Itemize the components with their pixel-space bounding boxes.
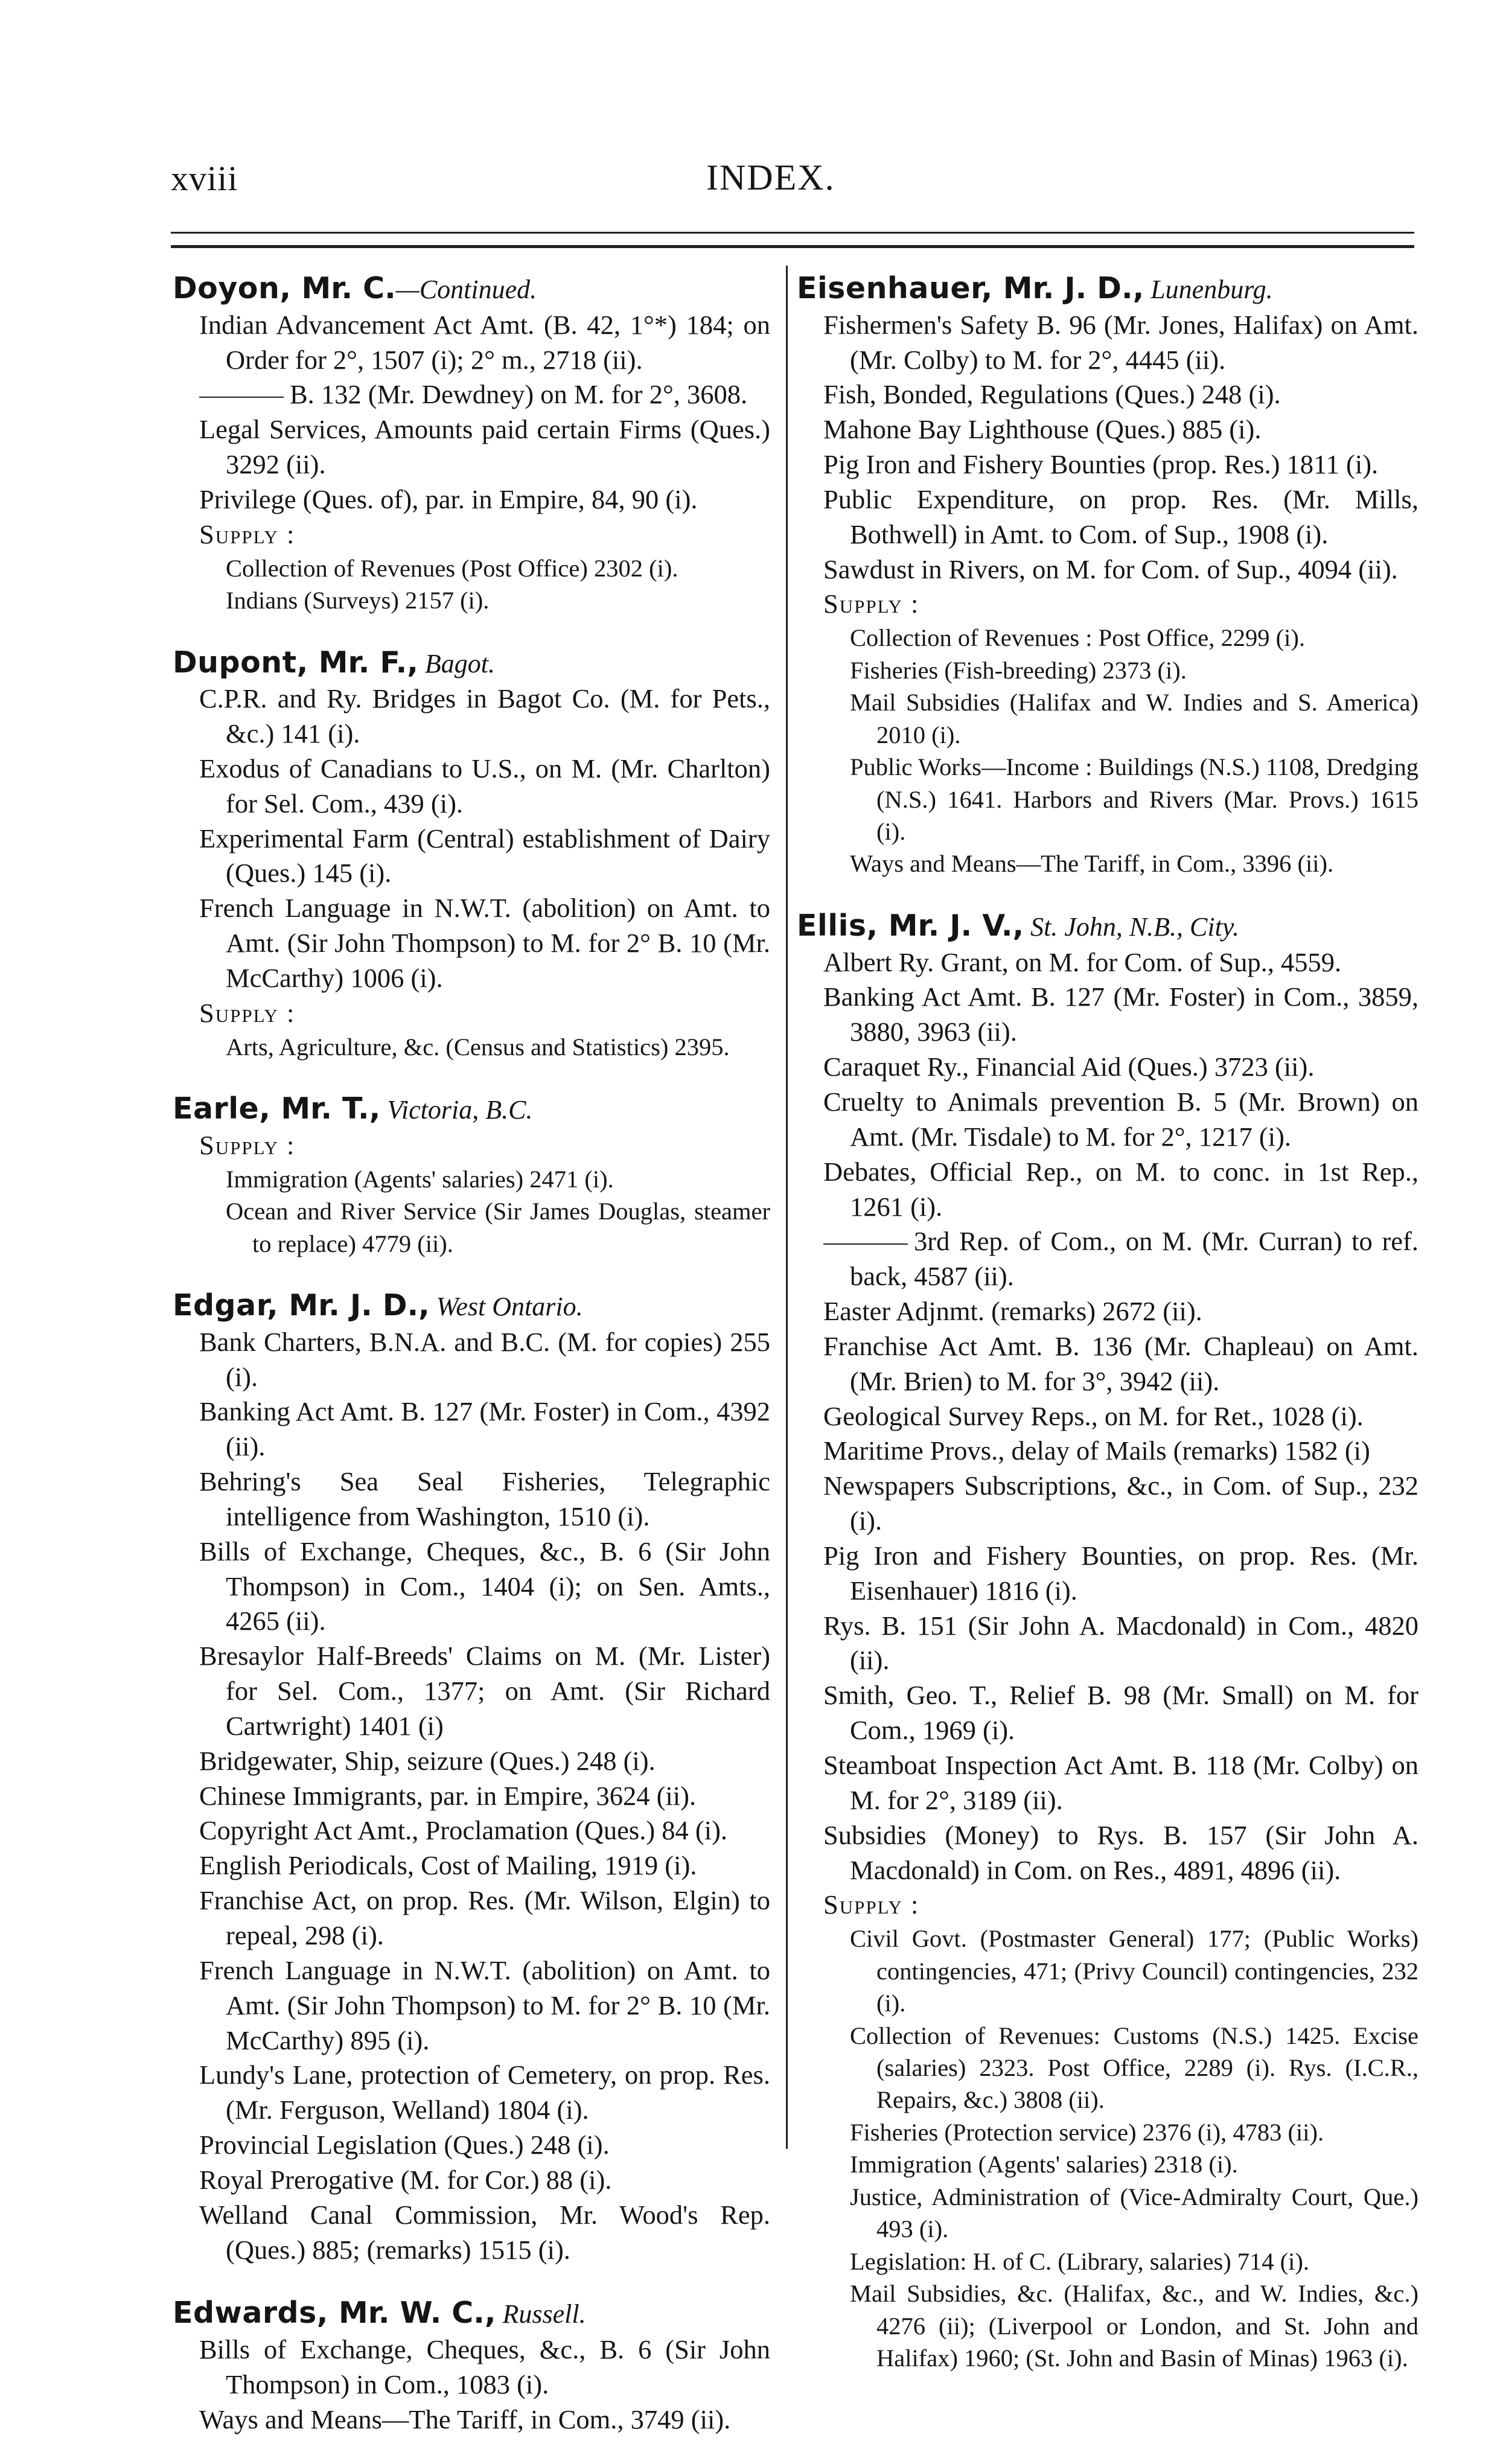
index-item: Fishermen's Safety B. 96 (Mr. Jones, Halifax) on Amt. (Mr. Colby) to M. for 2°, 4445 (ii). — [823, 309, 1418, 375]
entry-constituency: Lunenburg. — [1144, 275, 1273, 304]
index-entry — [173, 2294, 770, 2437]
entry-name: Mr. J. V., — [878, 908, 1024, 943]
supply-label: Supply : — [199, 997, 296, 1028]
entry-constituency: Victoria, B.C. — [380, 1095, 533, 1125]
supply-item: Legislation: H. of C. (Library, salaries) 714 (i). — [850, 2247, 1310, 2275]
index-item: Bridgewater, Ship, seizure (Ques.) 248 (i). — [199, 1745, 656, 1776]
entry-name: Mr. F., — [308, 645, 418, 680]
supply-item: Immigration (Agents' salaries) 2471 (i). — [226, 1165, 614, 1193]
supply-item: Immigration (Agents' salaries) 2318 (i). — [850, 2151, 1238, 2178]
entry-heading — [173, 269, 770, 308]
index-item: Indian Advancement Act Amt. (B. 42, 1°*) 184; on Order for 2°, 1507 (i); 2° m., 2718 (ii). — [199, 309, 770, 375]
page-title: INDEX. — [706, 158, 835, 197]
index-item: Provincial Legislation (Ques.) 248 (i). — [199, 2130, 610, 2160]
index-item: Welland Canal Commission, Mr. Wood's Rep. (Ques.) 885; (remarks) 1515 (i). — [199, 2199, 770, 2265]
index-item: Bills of Exchange, Cheques, &c., B. 6 (Sir John Thompson) in Com., 1404 (i); on Sen. Amts., 4265 (ii). — [199, 1536, 770, 1636]
index-item: Franchise Act, on prop. Res. (Mr. Wilson, Elgin) to repeal, 298 (i). — [199, 1885, 770, 1950]
index-item: Legal Services, Amounts paid certain Firms (Ques.) 3292 (ii). — [199, 414, 770, 480]
index-item: French Language in N.W.T. (abolition) on Amt. to Amt. (Sir John Thompson) to M. for 2° B. 10 (Mr. McCarthy) 895 (i). — [199, 1955, 770, 2055]
entry-heading — [797, 907, 1418, 945]
index-item: Subsidies (Money) to Rys. B. 157 (Sir John A. Macdonald) in Com. on Res., 4891, 4896 (ii). — [823, 1819, 1418, 1885]
entry-constituency: West Ontario. — [429, 1291, 583, 1321]
entry-constituency: —Continued. — [395, 275, 537, 304]
supply-item: Civil Govt. (Postmaster General) 177; (Public Works) contingencies, 471; (Privy Council) contingencies, 232 (i). — [850, 1925, 1418, 2017]
index-item: Caraquet Ry., Financial Aid (Ques.) 3723 (ii). — [823, 1052, 1315, 1082]
supply-label: Supply : — [823, 1889, 920, 1920]
index-item: Bresaylor Half-Breeds' Claims on M. (Mr. Lister) for Sel. Com., 1377; on Amt. (Sir Richard Cartwright) 1401 (i) — [199, 1641, 770, 1741]
supply-item: Indians (Surveys) 2157 (i). — [226, 587, 490, 614]
index-item: Debates, Official Rep., on M. to conc. in 1st Rep., 1261 (i). — [823, 1156, 1418, 1222]
entry-surname: Earle, — [173, 1091, 271, 1126]
index-item: Cruelty to Animals prevention B. 5 (Mr. Brown) on Amt. (Mr. Tisdale) to M. for 2°, 1217 (i). — [823, 1086, 1418, 1152]
index-item: Sawdust in Rivers, on M. for Com. of Sup., 4094 (ii). — [823, 554, 1398, 584]
index-item: Exodus of Canadians to U.S., on M. (Mr. Charlton) for Sel. Com., 439 (i). — [199, 753, 770, 819]
entry-constituency: Bagot. — [418, 648, 495, 678]
index-item: Ways and Means—The Tariff, in Com., 3749 (ii). — [199, 2404, 731, 2434]
index-entry — [173, 1286, 770, 2267]
supply-item: Mail Subsidies, &c. (Halifax, &c., and W. Indies, &c.) 4276 (ii); (Liverpool or London, and St. John and Halifax) 1960; (St. John and Basin of Minas) 1963 (i). — [850, 2280, 1418, 2372]
index-entry — [173, 643, 770, 1064]
supply-item: Ways and Means—The Tariff, in Com., 3396 (ii). — [850, 850, 1334, 878]
supply-item: Mail Subsidies (Halifax and W. Indies and S. America) 2010 (i). — [850, 689, 1418, 748]
supply-label: Supply : — [199, 519, 296, 549]
entry-surname: Doyon, — [173, 271, 292, 305]
index-item: Rys. B. 151 (Sir John A. Macdonald) in Com., 4820 (ii). — [823, 1610, 1418, 1676]
index-item: Royal Prerogative (M. for Cor.) 88 (i). — [199, 2164, 612, 2195]
index-item: Albert Ry. Grant, on M. for Com. of Sup., 4559. — [823, 946, 1342, 977]
index-item: B. 132 (Mr. Dewdney) on M. for 2°, 3608. — [199, 377, 770, 412]
index-item: Chinese Immigrants, par. in Empire, 3624 (ii). — [199, 1780, 697, 1811]
entry-heading — [173, 1090, 770, 1128]
index-item: Privilege (Ques. of), par. in Empire, 84, 90 (i). — [199, 484, 698, 514]
supply-item: Ocean and River Service (Sir James Douglas, steamer to replace) 4779 (ii). — [226, 1198, 770, 1257]
index-entry — [173, 269, 770, 617]
repeat-dash — [823, 1243, 908, 1245]
index-item: Bank Charters, B.N.A. and B.C. (M. for copies) 255 (i). — [199, 1326, 770, 1392]
entry-constituency: Russell. — [496, 2299, 586, 2329]
supply-item: Fisheries (Protection service) 2376 (i), 4783 (ii). — [850, 2118, 1324, 2146]
index-item: Lundy's Lane, protection of Cemetery, on prop. Res. (Mr. Ferguson, Welland) 1804 (i). — [199, 2060, 770, 2125]
entry-name: Mr. T., — [270, 1091, 381, 1126]
entry-heading — [797, 269, 1418, 308]
index-item: Banking Act Amt. B. 127 (Mr. Foster) in Com., 4392 (ii). — [199, 1396, 770, 1462]
index-item: Bills of Exchange, Cheques, &c., B. 6 (Sir John Thompson) in Com., 1083 (i). — [199, 2334, 770, 2399]
entry-name: Mr. W. C., — [328, 2296, 496, 2331]
index-item: C.P.R. and Ry. Bridges in Bagot Co. (M. for Pets., &c.) 141 (i). — [199, 683, 770, 749]
index-entry — [173, 1090, 770, 1260]
index-item: Mahone Bay Lighthouse (Ques.) 885 (i). — [823, 414, 1262, 445]
index-item: Franchise Act Amt. B. 136 (Mr. Chapleau) on Amt. (Mr. Brien) to M. for 3°, 3942 (ii). — [823, 1330, 1418, 1396]
supply-item: Collection of Revenues (Post Office) 2302 (i). — [226, 554, 678, 582]
index-entry — [797, 907, 1418, 2375]
entry-surname: Eisenhauer, — [797, 271, 993, 305]
entry-surname: Edwards, — [173, 2296, 328, 2331]
index-item: Geological Survey Reps., on M. for Ret., 1028 (i). — [823, 1400, 1364, 1431]
index-item: Maritime Provs., delay of Mails (remarks) 1582 (i) — [823, 1435, 1370, 1466]
entry-surname: Ellis, — [797, 908, 878, 943]
index-item: 3rd Rep. of Com., on M. (Mr. Curran) to ref. back, 4587 (ii). — [823, 1224, 1418, 1294]
supply-item: Collection of Revenues : Post Office, 2299 (i). — [850, 624, 1305, 652]
entry-name: Mr. C. — [291, 271, 396, 305]
index-item: Public Expenditure, on prop. Res. (Mr. Mills, Bothwell) in Amt. to Com. of Sup., 1908 (i). — [823, 484, 1418, 549]
index-item: Fish, Bonded, Regulations (Ques.) 248 (i). — [823, 379, 1281, 410]
index-item: Smith, Geo. T., Relief B. 98 (Mr. Small) on M. for Com., 1969 (i). — [823, 1680, 1418, 1746]
index-item: Newspapers Subscriptions, &c., in Com. of Sup., 232 (i). — [823, 1470, 1418, 1536]
index-item: Steamboat Inspection Act Amt. B. 118 (Mr. Colby) on M. for 2°, 3189 (ii). — [823, 1750, 1418, 1815]
supply-item: Fisheries (Fish-breeding) 2373 (i). — [850, 656, 1187, 684]
supply-item: Collection of Revenues: Customs (N.S.) 1425. Excise (salaries) 2323. Post Office, 2289 (i). Rys. (I.C.R., Repairs, &c.) 3808 (ii). — [850, 2022, 1418, 2114]
supply-item: Arts, Agriculture, &c. (Census and Statistics) 2395. — [226, 1033, 730, 1061]
supply-label: Supply : — [199, 1129, 296, 1160]
index-item: Easter Adjnmt. (remarks) 2672 (ii). — [823, 1296, 1202, 1327]
index-item: Pig Iron and Fishery Bounties, on prop. Res. (Mr. Eisenhauer) 1816 (i). — [823, 1540, 1418, 1606]
entry-heading — [173, 643, 770, 682]
entry-surname: Dupont, — [173, 645, 308, 680]
column-divider — [786, 266, 788, 2149]
entry-name: Mr. J. D., — [992, 271, 1144, 305]
index-item: Banking Act Amt. B. 127 (Mr. Foster) in Com., 3859, 3880, 3963 (ii). — [823, 981, 1418, 1047]
index-item: Copyright Act Amt., Proclamation (Ques.) 84 (i). — [199, 1815, 728, 1846]
entry-heading — [173, 2294, 770, 2332]
header-rule-thick — [171, 245, 1414, 248]
index-item: English Periodicals, Cost of Mailing, 1919 (i). — [199, 1850, 697, 1881]
left-column — [173, 269, 770, 2464]
supply-item: Public Works—Income : Buildings (N.S.) 1108, Dredging (N.S.) 1641. Harbors and Rivers (Mar. Provs.) 1615 (i). — [850, 753, 1418, 845]
entry-name: Mr. J. D., — [278, 1288, 430, 1323]
supply-label: Supply : — [823, 589, 920, 619]
repeat-dash — [199, 397, 284, 398]
page-number: xviii — [171, 159, 238, 198]
supply-item: Justice, Administration of (Vice-Admiralty Court, Que.) 493 (i). — [850, 2183, 1418, 2243]
index-item: French Language in N.W.T. (abolition) on Amt. to Amt. (Sir John Thompson) to M. for 2° B. 10 (Mr. McCarthy) 1006 (i). — [199, 893, 770, 993]
right-column — [797, 269, 1418, 2401]
entry-surname: Edgar, — [173, 1288, 279, 1323]
entry-heading — [173, 1286, 770, 1325]
index-item: Pig Iron and Fishery Bounties (prop. Res.) 1811 (i). — [823, 449, 1379, 480]
index-item: Behring's Sea Seal Fisheries, Telegraphic intelligence from Washington, 1510 (i). — [199, 1466, 770, 1531]
entry-constituency: St. John, N.B., City. — [1024, 911, 1239, 942]
header-rule-thin — [171, 232, 1414, 234]
index-item: Experimental Farm (Central) establishment of Dairy (Ques.) 145 (i). — [199, 823, 770, 889]
index-entry — [797, 269, 1418, 880]
